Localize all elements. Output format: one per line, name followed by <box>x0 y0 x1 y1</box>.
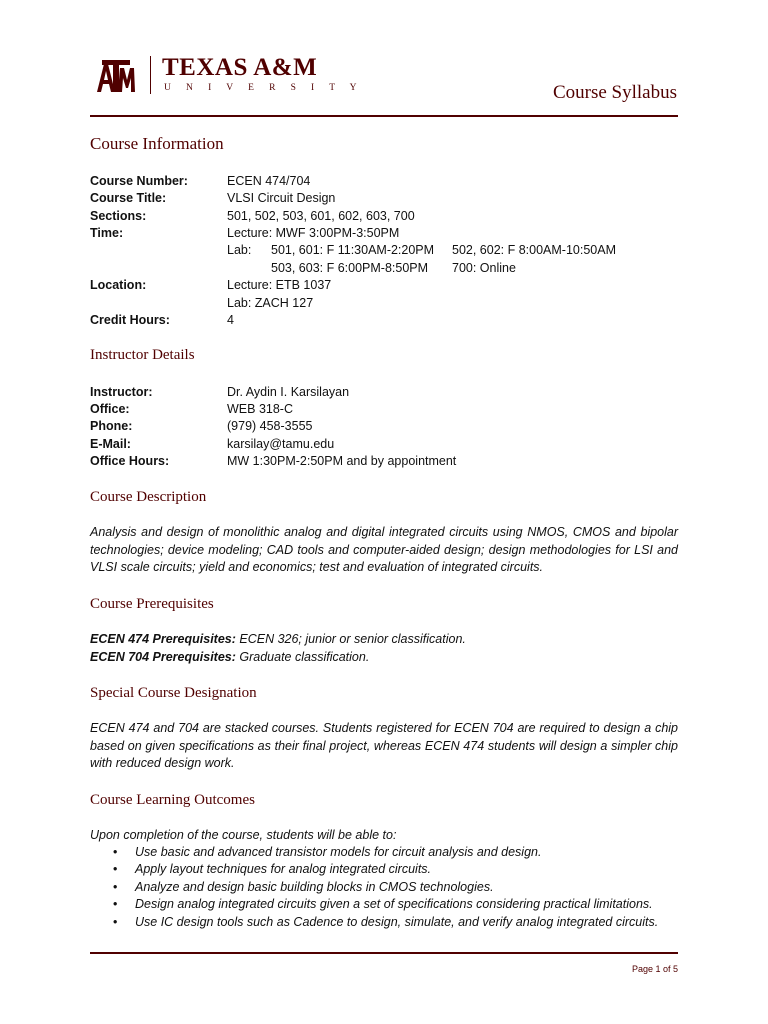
page-header <box>0 0 768 120</box>
list-item <box>90 861 658 878</box>
email-label: E-Mail: <box>90 437 131 451</box>
course-title-value: VLSI Circuit Design <box>227 191 336 205</box>
prerequisite-474-value: ECEN 326; junior or senior classification. <box>235 632 466 646</box>
outcome-text: Use IC design tools such as Cadence to design, simulate, and verify analog integrated circuits. <box>135 914 659 929</box>
prerequisite-704-value: Graduate classification. <box>235 650 370 664</box>
course-number-value: ECEN 474/704 <box>227 174 311 188</box>
footer-rule <box>90 952 678 954</box>
lab-slot: 502, 602: F 8:00AM-10:50AM <box>452 243 616 257</box>
bullet-icon: • <box>113 862 118 877</box>
time-label: Time: <box>90 226 124 240</box>
sections-value: 501, 502, 503, 601, 602, 603, 700 <box>227 209 415 223</box>
page-number: Page 1 of 5 <box>631 964 678 974</box>
email-value: karsilay@tamu.edu <box>227 437 335 451</box>
course-description-heading: Course Description <box>90 489 207 505</box>
special-designation-heading: Special Course Designation <box>90 685 257 701</box>
bullet-icon: • <box>113 914 118 929</box>
special-designation-text: ECEN 474 and 704 are stacked courses. Students registered for ECEN 704 are required to design a chip based on given specifications as their final project, whereas ECEN 474 students will design a simpler chip with reduced design work. <box>90 721 678 770</box>
instructor-value: Dr. Aydin I. Karsilayan <box>227 385 350 399</box>
lab-slot: 503, 603: F 6:00PM-8:50PM <box>271 261 429 275</box>
document-title: Course Syllabus <box>552 82 677 103</box>
learning-outcomes-intro: Upon completion of the course, students will be able to: <box>90 828 397 842</box>
prerequisite-704 <box>90 649 369 666</box>
credit-hours-label: Credit Hours: <box>90 313 170 327</box>
location-lab-value: Lab: ZACH 127 <box>227 296 314 310</box>
phone-label: Phone: <box>90 419 133 433</box>
location-lecture-value: Lecture: ETB 1037 <box>227 278 332 292</box>
list-item <box>90 914 658 931</box>
list-item <box>90 879 658 896</box>
logo-university-subtitle: U N I V E R S I T Y <box>164 83 363 93</box>
instructor-details-heading: Instructor Details <box>90 347 195 363</box>
sections-label: Sections: <box>90 209 147 223</box>
course-prerequisites-heading: Course Prerequisites <box>90 596 214 612</box>
atm-logo-icon <box>96 58 136 94</box>
outcome-text: Apply layout techniques for analog integrated circuits. <box>135 862 432 877</box>
lab-slot: 700: Online <box>452 261 516 275</box>
learning-outcomes-heading: Course Learning Outcomes <box>90 792 255 808</box>
lab-slot: 501, 601: F 11:30AM-2:20PM <box>271 243 435 257</box>
office-hours-value: MW 1:30PM-2:50PM and by appointment <box>227 454 457 468</box>
logo-university-name: TEXAS A&M <box>162 54 318 81</box>
lab-label: Lab: <box>227 243 252 257</box>
office-value: WEB 318-C <box>227 402 293 416</box>
list-item <box>90 896 658 913</box>
course-number-label: Course Number: <box>90 174 188 188</box>
prerequisite-704-label: ECEN 704 Prerequisites: <box>90 650 236 664</box>
course-title-label: Course Title: <box>90 191 167 205</box>
logo-divider <box>150 56 151 94</box>
outcome-text: Design analog integrated circuits given a set of specifications considering practical limitations. <box>135 897 653 912</box>
location-label: Location: <box>90 278 147 292</box>
bullet-icon: • <box>113 897 118 912</box>
credit-hours-value: 4 <box>227 313 234 327</box>
bullet-icon: • <box>113 845 118 859</box>
course-information-heading: Course Information <box>90 134 224 153</box>
header-rule <box>90 115 678 117</box>
course-description-text: Analysis and design of monolithic analog and digital integrated circuits using NMOS, CMOS and bipolar technologies; device modeling; CAD tools and computer-aided design; design methodologies for LSI and VLSI scale circuits; yield and economics; test and evaluation of integrated circuits. <box>90 525 678 574</box>
instructor-label: Instructor: <box>90 385 153 399</box>
learning-outcomes-list <box>90 844 658 931</box>
office-hours-label: Office Hours: <box>90 454 170 468</box>
prerequisite-474-label: ECEN 474 Prerequisites: <box>90 632 236 646</box>
outcome-text: Use basic and advanced transistor models for circuit analysis and design. <box>135 845 542 859</box>
outcome-text: Analyze and design basic building blocks in CMOS technologies. <box>135 879 494 894</box>
list-item <box>90 844 658 861</box>
phone-value: (979) 458-3555 <box>227 419 313 433</box>
office-label: Office: <box>90 402 130 416</box>
prerequisite-474 <box>90 631 466 648</box>
bullet-icon: • <box>113 879 118 894</box>
lecture-time-value: Lecture: MWF 3:00PM-3:50PM <box>227 226 400 240</box>
